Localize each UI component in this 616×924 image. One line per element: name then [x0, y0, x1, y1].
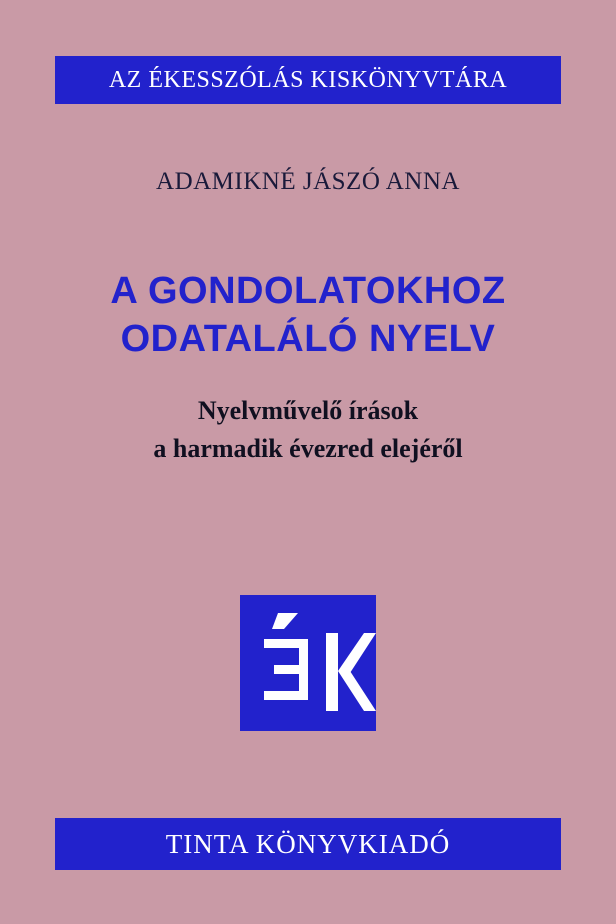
- book-title-line-2: ODATALÁLÓ NYELV: [120, 317, 496, 360]
- book-subtitle: [0, 392, 616, 467]
- book-title-line-1: A GONDOLATOKHOZ: [110, 270, 506, 312]
- publisher-logo: [240, 595, 376, 731]
- series-title: AZ ÉKESSZÓLÁS KISKÖNYVTÁRA: [108, 66, 508, 93]
- author-name: ADAMIKNÉ JÁSZÓ ANNA: [156, 168, 460, 195]
- publisher-name: TINTA KÖNYVKIADÓ: [165, 828, 451, 859]
- publisher-banner: [55, 818, 561, 870]
- book-subtitle-line-1: Nyelvművelő írások: [197, 396, 419, 425]
- book-title: [0, 268, 616, 364]
- series-banner: [55, 56, 561, 104]
- book-subtitle-line-2: a harmadik évezred elejéről: [153, 433, 463, 463]
